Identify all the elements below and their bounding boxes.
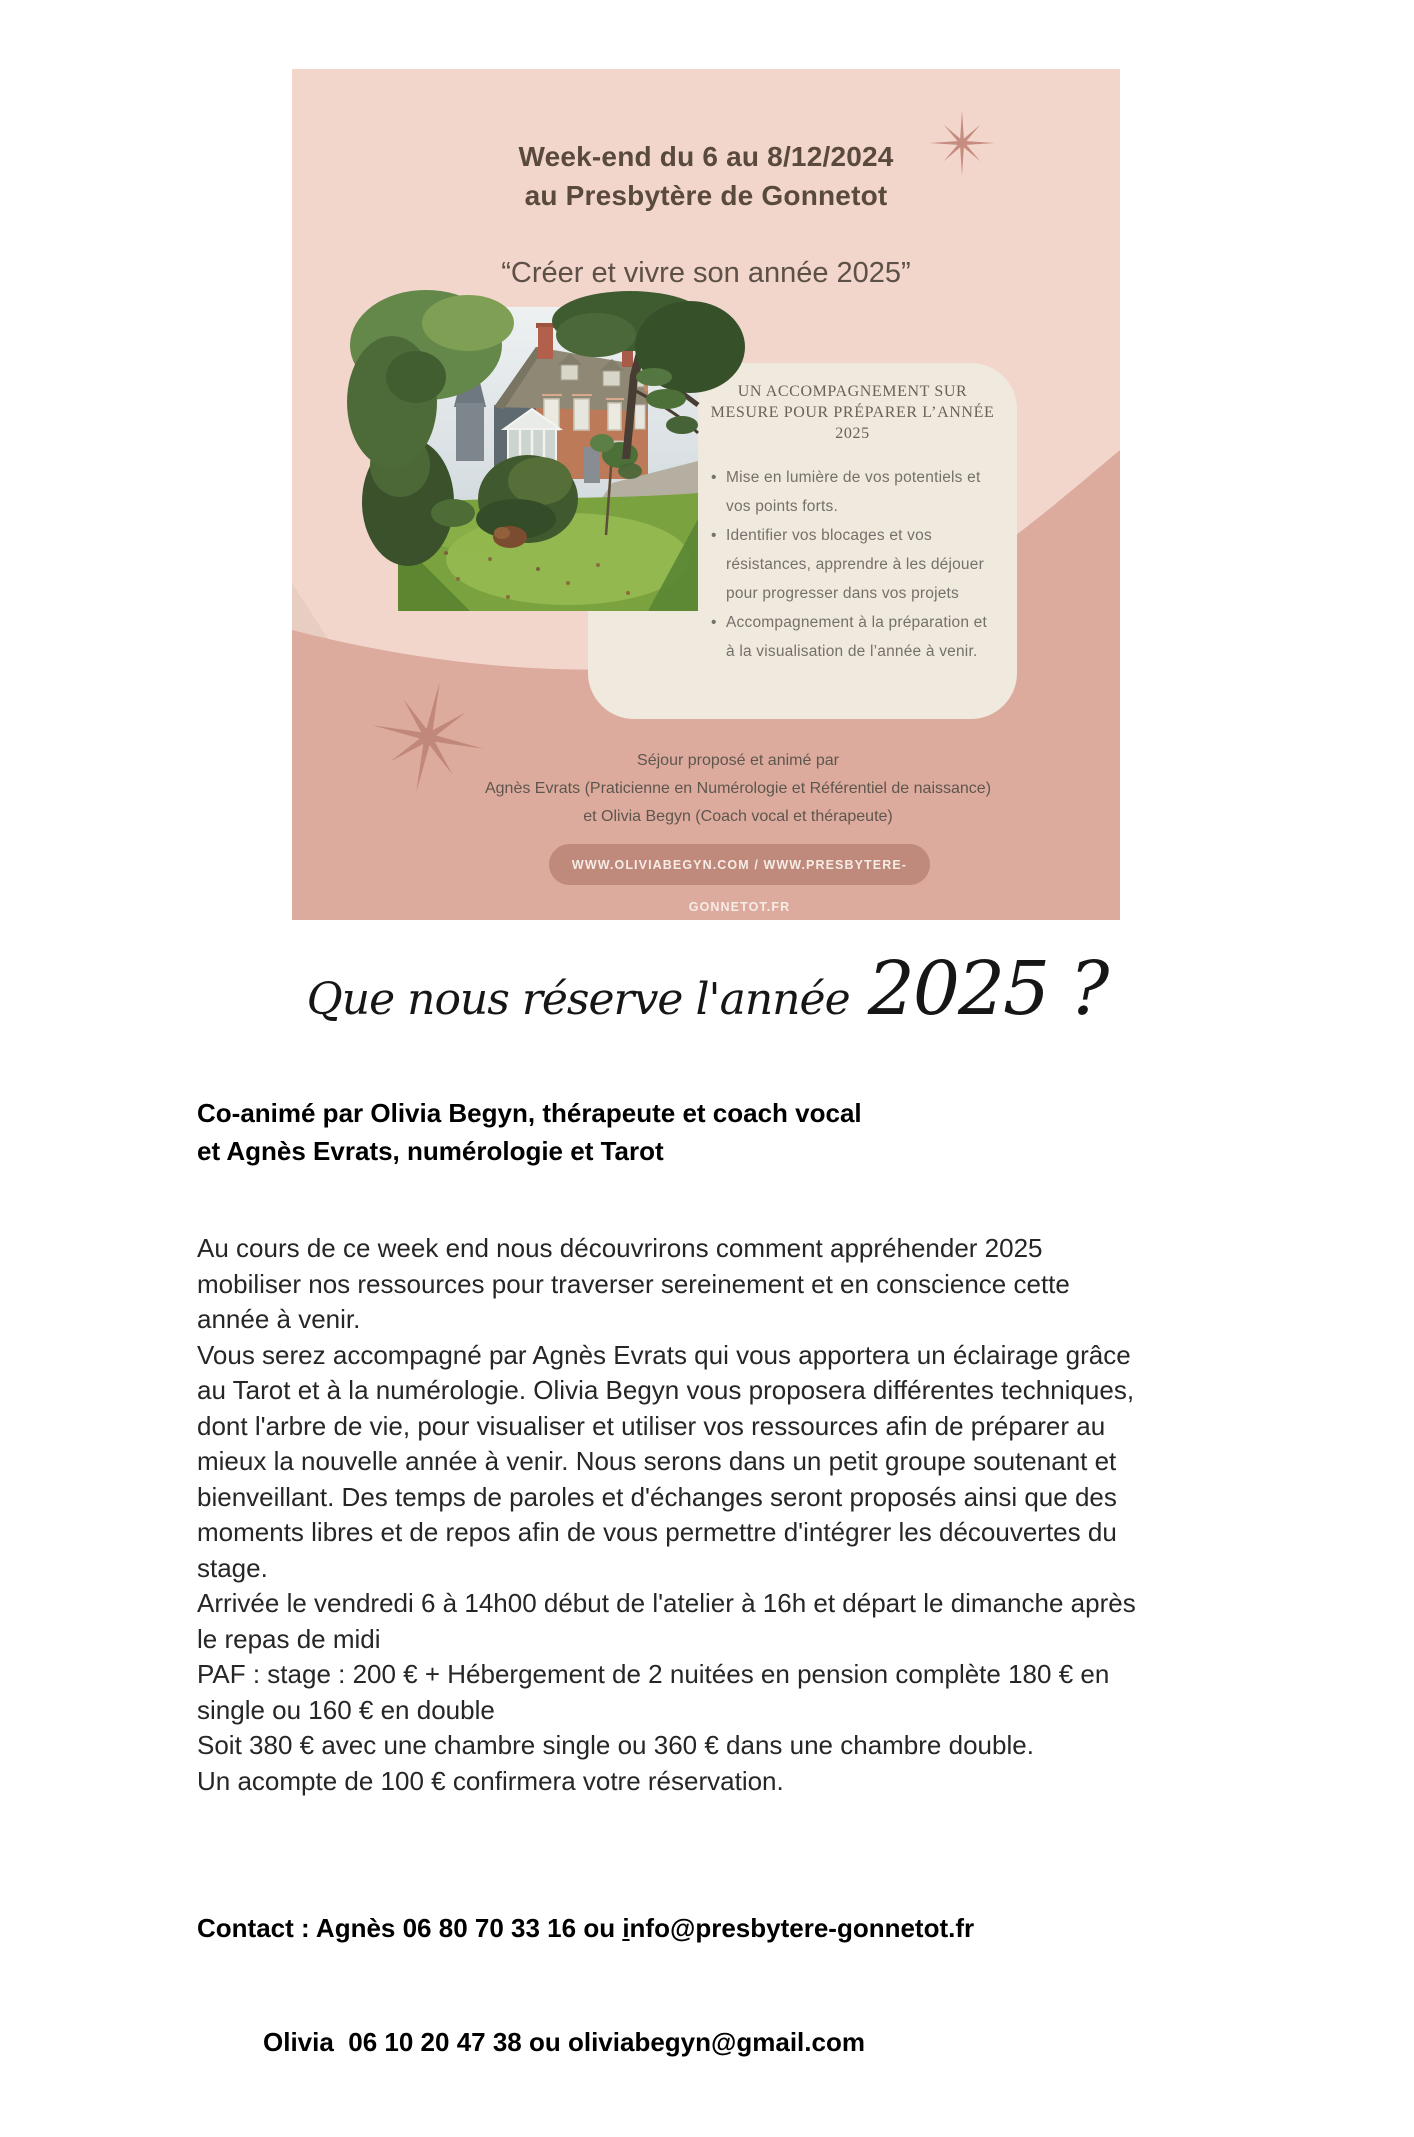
paragraph-line: mieux la nouvelle année à venir. Nous serons dans un petit groupe soutenant et (197, 1446, 1117, 1476)
script-heading-words: Que nous réserve l'année (306, 974, 850, 1025)
organizers-text (356, 747, 1120, 831)
contact-line1 (197, 1909, 974, 1947)
organizers-line2: Agnès Evrats (Praticienne en Numérologie et Référentiel de naissance) (484, 780, 992, 797)
paragraph-line: Au cours de ce week end nous découvrirons comment appréhender 2025 (197, 1233, 1043, 1263)
bullet-item (710, 463, 997, 521)
email-underlined-char: i (622, 1913, 630, 1943)
panel-heading-line3: 2025 (835, 425, 870, 442)
contact-line1-text: Contact : Agnès 06 80 70 33 16 ou (197, 1913, 623, 1943)
contact-line2 (197, 2023, 974, 2061)
paragraph-line: single ou 160 € en double (197, 1694, 495, 1725)
paragraph-line: stage. (197, 1552, 268, 1583)
panel-heading (700, 381, 1005, 444)
panel-heading-line1: UN ACCOMPAGNEMENT SUR (737, 383, 968, 400)
bullet-text: Mise en lumière de vos potentiels et vos points forts. (726, 469, 981, 515)
email-rest: nfo@presbytere-gonnetot.fr (629, 1913, 975, 1943)
bullet-dot-icon: • (711, 469, 717, 486)
sparkle-star-icon (928, 109, 996, 177)
bullet-text: Identifier vos blocages et vos résistances, apprendre à les déjouer pour progresser dans vos projets (726, 527, 984, 602)
intro-line2: et Agnès Evrats, numérologie et Tarot (197, 1136, 664, 1166)
paragraph-line: Soit 380 € avec une chambre single ou 360 € dans une chambre double. (197, 1730, 1034, 1760)
intro-line1: Co-animé par Olivia Begyn, thérapeute et coach vocal (197, 1098, 862, 1128)
paragraph-line: bienveillant. Des temps de paroles et d'échanges seront proposés ainsi que des (197, 1481, 1117, 1512)
email-link[interactable]: oliviabegyn@gmail.com (567, 2027, 865, 2057)
paragraph-line: au Tarot et à la numérologie. Olivia Begyn vous proposera différentes techniques, (197, 1375, 1135, 1405)
organizers-line1: Séjour proposé et animé par (637, 752, 839, 769)
paragraph-line: moments libres et de repos afin de vous permettre d'intégrer les découvertes du (197, 1517, 1117, 1547)
bullet-item (710, 608, 997, 666)
bullet-item (710, 521, 997, 608)
flyer-card (292, 69, 1120, 920)
script-heading-year: 2025 ? (867, 946, 1108, 1032)
house-photo (398, 307, 698, 611)
paragraph-line: le repas de midi (197, 1623, 381, 1654)
contact-block (197, 1833, 974, 2137)
flyer-subtitle: “Créer et vivre son année 2025” (501, 257, 911, 289)
paragraph-line: Un acompte de 100 € confirmera votre réservation. (197, 1765, 784, 1796)
panel-bullet-list (710, 463, 997, 666)
bullet-dot-icon: • (711, 527, 717, 544)
email-link[interactable] (622, 1913, 974, 1943)
flyer-title-line2: au Presbytère de Gonnetot (524, 180, 888, 211)
bullet-dot-icon: • (711, 614, 717, 631)
paragraph-line: Vous serez accompagné par Agnès Evrats qui vous apportera un éclairage grâce (197, 1339, 1131, 1370)
paragraph-line: mobiliser nos ressources pour traverser sereinement et en conscience cette (197, 1268, 1070, 1299)
paragraph-line: année à venir. (197, 1304, 361, 1334)
website-pill[interactable]: WWW.OLIVIABEGYN.COM / WWW.PRESBYTERE-GONNETOT.FR (549, 844, 930, 885)
description-paragraph (197, 1231, 1136, 1799)
panel-heading-line2: MESURE POUR PRÉPARER L’ANNÉE (710, 404, 995, 421)
script-heading (0, 946, 1414, 1032)
bullet-text: Accompagnement à la préparation et à la visualisation de l’année à venir. (726, 614, 987, 660)
paragraph-line: Arrivée le vendredi 6 à 14h00 début de l'atelier à 16h et départ le dimanche après (197, 1588, 1136, 1618)
paragraph-line: PAF : stage : 200 € + Hébergement de 2 nuitées en pension complète 180 € en (197, 1659, 1110, 1689)
contact-line2-text: Olivia 06 10 20 47 38 ou (263, 2027, 568, 2057)
paragraph-line: dont l'arbre de vie, pour visualiser et utiliser vos ressources afin de préparer au (197, 1410, 1106, 1441)
organizers-line3: et Olivia Begyn (Coach vocal et thérapeute) (583, 808, 893, 825)
intro-bold-text (197, 1094, 862, 1170)
flyer-title-line1: Week-end du 6 au 8/12/2024 (518, 141, 894, 172)
